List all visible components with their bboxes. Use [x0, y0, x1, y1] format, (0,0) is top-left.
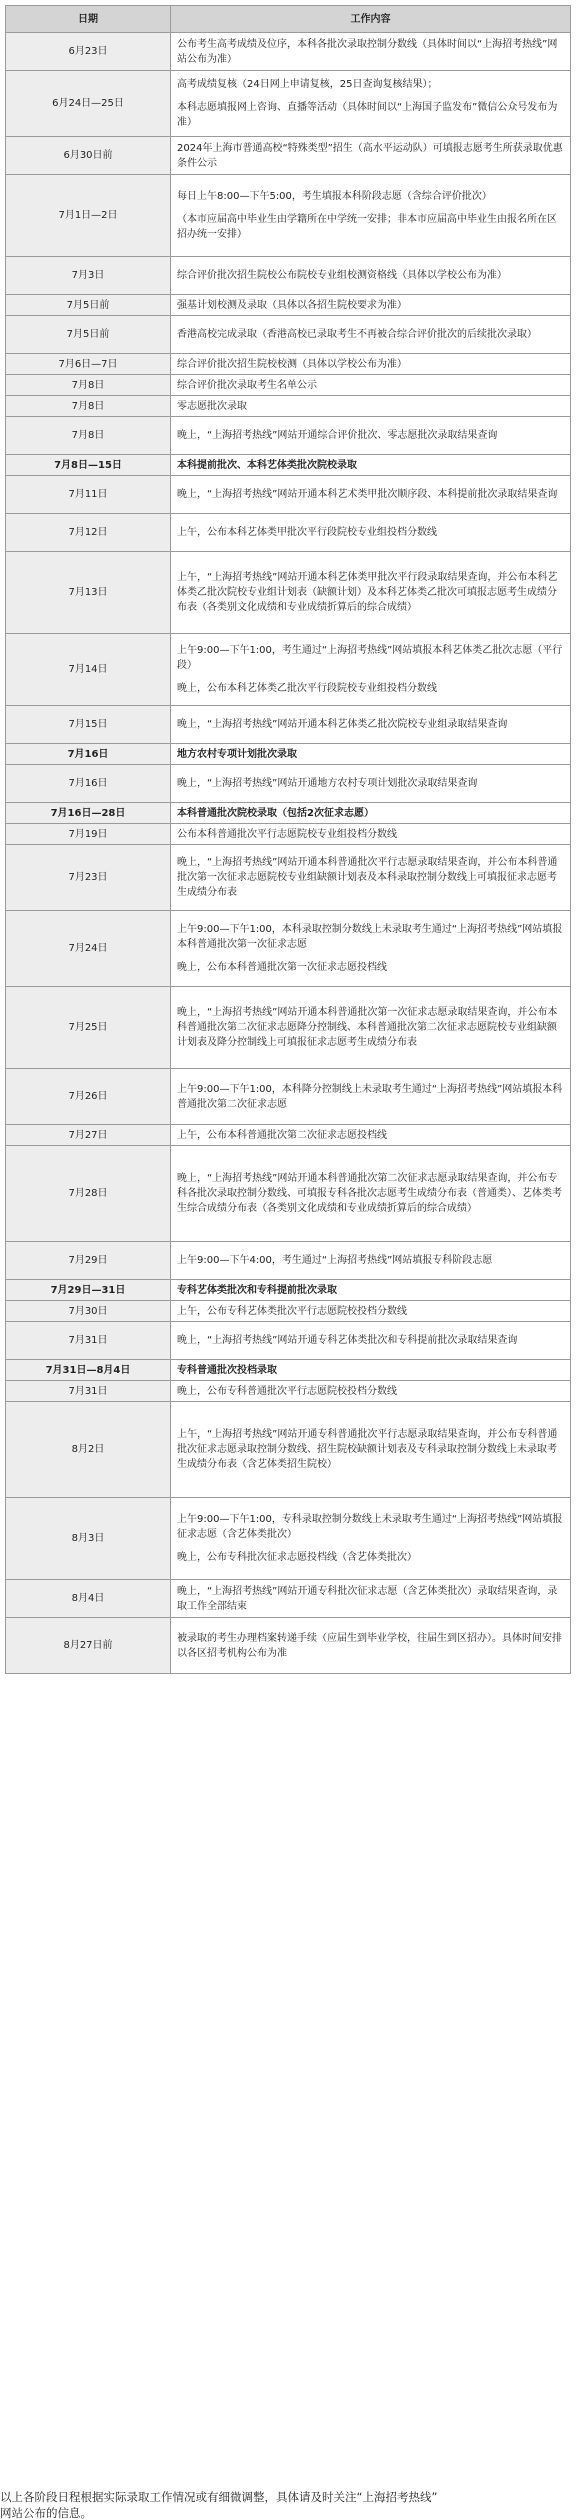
content-paragraph: 综合评价批次招生院校公布院校专业组校测资格线（具体以学校公布为准）	[177, 270, 507, 281]
row-date: 7月11日	[6, 476, 171, 514]
content-paragraph: 香港高校完成录取（香港高校已录取考生不再被合综合评价批次的后续批次录取）	[177, 329, 537, 340]
row-content	[171, 1402, 571, 1498]
row-content	[171, 1280, 571, 1301]
table-row	[6, 911, 571, 987]
table-row	[6, 175, 571, 257]
row-content	[171, 706, 571, 744]
table-row	[6, 1146, 571, 1242]
table-row	[6, 375, 571, 396]
row-date: 7月8日—15日	[6, 455, 171, 476]
row-date: 7月12日	[6, 514, 171, 552]
content-paragraph: 上午，公布专科艺体类批次平行志愿院校投档分数线	[177, 1305, 407, 1317]
table-body	[6, 33, 571, 1674]
row-content	[171, 1322, 571, 1360]
row-content	[171, 1146, 571, 1242]
row-content	[171, 137, 571, 175]
row-date: 8月2日	[6, 1402, 171, 1498]
table-row	[6, 33, 571, 71]
table-row	[6, 295, 571, 316]
row-date: 7月27日	[6, 1125, 171, 1146]
footnote-line-2: 网站公布的信息。	[0, 2506, 92, 2520]
table-row	[6, 765, 571, 803]
row-content	[171, 987, 571, 1069]
content-paragraph: 晚上，公布本科普通批次第一次征求志愿投档线	[177, 962, 387, 973]
content-paragraph: 本科普通批次院校录取（包括2次征求志愿）	[177, 807, 374, 819]
table-row	[6, 514, 571, 552]
row-date: 7月28日	[6, 1146, 171, 1242]
content-paragraph: 综合评价批次招生院校校测（具体以学校公布为准）	[177, 358, 407, 370]
row-content	[171, 295, 571, 316]
content-paragraph: 晚上，“上海招考热线”网站开通本科艺术类甲批次顺序段、本科提前批次录取结果查询	[177, 489, 558, 500]
content-paragraph: 晚上，“上海招考热线”网站开通专科批次征求志愿（含艺体类批次）录取结果查询，录取工作全部结束	[177, 1585, 558, 1612]
row-content	[171, 316, 571, 354]
row-content	[171, 1360, 571, 1381]
content-paragraph: 上午9:00—下午1:00，专科录取控制分数线上未录取考生通过“上海招考热线”网站填报征求志愿（含艺体类批次）	[177, 1514, 563, 1540]
row-date: 7月6日—7日	[6, 354, 171, 375]
row-date: 7月5日前	[6, 295, 171, 316]
content-paragraph: 每日上午8:00—下午5:00，考生填报本科阶段志愿（含综合评价批次）	[177, 191, 492, 202]
content-paragraph: 晚上，“上海招考热线”网站开通综合评价批次、零志愿批次录取结果查询	[177, 430, 498, 441]
content-paragraph: 晚上，公布专科普通批次平行志愿院校投档分数线	[177, 1385, 397, 1397]
row-date: 7月25日	[6, 987, 171, 1069]
table-row	[6, 71, 571, 137]
row-content	[171, 71, 571, 137]
row-content	[171, 257, 571, 295]
table-row	[6, 634, 571, 706]
table-row	[6, 1580, 571, 1618]
table-row	[6, 354, 571, 375]
content-paragraph: 综合评价批次录取考生名单公示	[177, 379, 317, 391]
row-content	[171, 175, 571, 257]
table-row	[6, 1301, 571, 1322]
row-content	[171, 1125, 571, 1146]
content-paragraph: 晚上，“上海招考热线”网站开通专科艺体类批次和专科提前批次录取结果查询	[177, 1335, 518, 1346]
row-content	[171, 634, 571, 706]
content-paragraph: 上午9:00—下午1:00，本科录取控制分数线上未录取考生通过“上海招考热线”网站填报本科普通批次第一次征求志愿	[177, 924, 563, 950]
row-date: 7月15日	[6, 706, 171, 744]
row-content	[171, 1498, 571, 1580]
row-content	[171, 1580, 571, 1618]
row-date: 6月30日前	[6, 137, 171, 175]
table-row	[6, 1242, 571, 1280]
content-paragraph: 2024年上海市普通高校“特殊类型”招生（高水平运动队）可填报志愿考生所获录取优惠条件公示	[177, 142, 563, 169]
row-content	[171, 744, 571, 765]
content-paragraph: 高考成绩复核（24日网上申请复核，25日查询复核结果）；	[177, 79, 438, 90]
admission-schedule-table	[5, 5, 571, 1674]
table-row	[6, 845, 571, 911]
row-date: 7月24日	[6, 911, 171, 987]
row-content	[171, 396, 571, 417]
row-content	[171, 455, 571, 476]
table-row	[6, 824, 571, 845]
row-date: 7月16日	[6, 744, 171, 765]
row-date: 6月24日—25日	[6, 71, 171, 137]
content-paragraph: 专科艺体类批次和专科提前批次录取	[177, 1284, 337, 1296]
row-date: 6月23日	[6, 33, 171, 71]
row-content	[171, 1242, 571, 1280]
table-row	[6, 137, 571, 175]
content-paragraph: 强基计划校测及录取（具体以各招生院校要求为准）	[177, 299, 407, 311]
table-row	[6, 1402, 571, 1498]
row-content	[171, 476, 571, 514]
section-row	[6, 1280, 571, 1301]
row-content	[171, 845, 571, 911]
row-date: 8月27日前	[6, 1618, 171, 1674]
content-paragraph: 晚上，“上海招考热线”网站开通地方农村专项计划批次录取结果查询	[177, 778, 478, 789]
row-date: 7月14日	[6, 634, 171, 706]
row-date: 7月29日—31日	[6, 1280, 171, 1301]
content-paragraph: 上午9:00—下午1:00，考生通过“上海招考热线”网站填报本科艺体类乙批次志愿（平行段）	[177, 645, 563, 671]
row-date: 7月23日	[6, 845, 171, 911]
row-content	[171, 803, 571, 824]
table-header-row	[6, 6, 571, 33]
content-paragraph: 被录取的考生办理档案转递手续（应届生到毕业学校，往届生到区招办）。具体时间安排以各区招考机构公布为准	[177, 1632, 562, 1659]
row-date: 7月30日	[6, 1301, 171, 1322]
content-paragraph: 上午，“上海招考热线”网站开通本科艺体类甲批次平行段录取结果查询，并公布本科艺体类乙批次院校专业组计划表（缺额计划）及本科艺体类乙批次可填报志愿考生成绩分布表（各类别文化成绩和专业成绩折算后的综合成绩）	[177, 572, 558, 613]
header-date: 日期	[6, 6, 171, 33]
content-paragraph: 晚上，“上海招考热线”网站开通本科普通批次第一次征求志愿录取结果查询，并公布本科普通批次第二次征求志愿降分控制线、本科普通批次第二次征求志愿院校专业组缺额计划表及降分控制线上可填报征求志愿考生成绩分布表	[177, 1007, 558, 1048]
section-row	[6, 1360, 571, 1381]
table-row	[6, 706, 571, 744]
row-date: 7月8日	[6, 375, 171, 396]
content-paragraph: 晚上，“上海招考热线”网站开通本科艺体类乙批次院校专业组录取结果查询	[177, 719, 508, 730]
footnote-line-1: 以上各阶段日程根据实际录取工作情况或有细微调整，具体请及时关注“上海招考热线”	[0, 2490, 438, 2504]
table-row	[6, 257, 571, 295]
section-row	[6, 744, 571, 765]
row-date: 7月16日—28日	[6, 803, 171, 824]
row-date: 7月3日	[6, 257, 171, 295]
row-content	[171, 514, 571, 552]
content-paragraph: 上午9:00—下午1:00，本科降分控制线上未录取考生通过“上海招考热线”网站填报本科普通批次第二次征求志愿	[177, 1083, 563, 1110]
content-paragraph: 专科普通批次投档录取	[177, 1364, 277, 1376]
content-paragraph: 上午9:00—下午4:00，考生通过“上海招考热线”网站填报专科阶段志愿	[177, 1255, 493, 1266]
row-date: 7月5日前	[6, 316, 171, 354]
row-content	[171, 354, 571, 375]
content-paragraph: 公布本科普通批次平行志愿院校专业组投档分数线	[177, 828, 397, 840]
content-paragraph: 晚上，公布本科艺体类乙批次平行段院校专业组投档分数线	[177, 683, 437, 694]
row-content	[171, 1618, 571, 1674]
header-content: 工作内容	[171, 6, 571, 33]
row-date: 7月31日	[6, 1381, 171, 1402]
content-paragraph: 晚上，公布专科批次征求志愿投档线（含艺体类批次）	[177, 1552, 417, 1563]
table-row	[6, 396, 571, 417]
table-row	[6, 1498, 571, 1580]
row-content	[171, 417, 571, 455]
table-row	[6, 987, 571, 1069]
content-paragraph: 本科志愿填报网上咨询、直播等活动（具体时间以“上海国子监发布”微信公众号发布为准）	[177, 102, 558, 128]
row-date: 7月16日	[6, 765, 171, 803]
table-row	[6, 1069, 571, 1125]
section-row	[6, 803, 571, 824]
table-row	[6, 417, 571, 455]
row-content	[171, 1381, 571, 1402]
row-content	[171, 1069, 571, 1125]
content-paragraph: 晚上，“上海招考热线”网站开通本科普通批次平行志愿录取结果查询，并公布本科普通批次第一次征求志愿院校专业组缺额计划表及本科录取控制分数线上可填报征求志愿考生成绩分布表	[177, 857, 558, 898]
row-content	[171, 33, 571, 71]
section-row	[6, 455, 571, 476]
row-date: 7月31日—8月4日	[6, 1360, 171, 1381]
content-paragraph: 地方农村专项计划批次录取	[177, 748, 297, 760]
content-paragraph: 本科提前批次、本科艺体类批次院校录取	[177, 459, 357, 471]
table-row	[6, 1381, 571, 1402]
row-date: 7月31日	[6, 1322, 171, 1360]
row-date: 7月29日	[6, 1242, 171, 1280]
table-row	[6, 552, 571, 634]
row-date: 7月8日	[6, 417, 171, 455]
row-date: 8月3日	[6, 1498, 171, 1580]
content-paragraph: 公布考生高考成绩及位序，本科各批次录取控制分数线（具体时间以“上海招考热线”网站公布为准）	[177, 38, 558, 65]
row-content	[171, 911, 571, 987]
row-date: 7月1日—2日	[6, 175, 171, 257]
row-content	[171, 824, 571, 845]
table-row	[6, 1322, 571, 1360]
content-paragraph: 晚上，“上海招考热线”网站开通本科普通批次第二次征求志愿录取结果查询，并公布专科各批次录取控制分数线、可填报专科各批次志愿考生成绩分布表（普通类）、艺体类考生综合成绩分布表（各类别文化成绩和专业成绩折算后的综合成绩）	[177, 1173, 562, 1214]
content-paragraph: 上午，公布本科普通批次第二次征求志愿投档线	[177, 1129, 387, 1141]
row-content	[171, 552, 571, 634]
row-date: 7月19日	[6, 824, 171, 845]
table-row	[6, 476, 571, 514]
row-date: 8月4日	[6, 1580, 171, 1618]
content-paragraph: 上午，公布本科艺体类甲批次平行段院校专业组投档分数线	[177, 527, 437, 538]
content-paragraph: 上午，“上海招考热线”网站开通专科普通批次平行志愿录取结果查询，并公布专科普通批次征求志愿录取控制分数线、招生院校缺额计划表及专科录取控制分数线上未录取考生成绩分布表（含艺体类招生院校）	[177, 1429, 558, 1470]
content-paragraph: （本市应届高中毕业生由学籍所在中学统一安排；非本市应届高中毕业生由报名所在区招办统一安排）	[177, 214, 557, 240]
row-content	[171, 765, 571, 803]
row-date: 7月26日	[6, 1069, 171, 1125]
row-date: 7月13日	[6, 552, 171, 634]
table-row	[6, 1618, 571, 1674]
row-date: 7月8日	[6, 396, 171, 417]
table-row	[6, 316, 571, 354]
table-row	[6, 1125, 571, 1146]
content-paragraph: 零志愿批次录取	[177, 400, 247, 412]
row-content	[171, 375, 571, 396]
row-content	[171, 1301, 571, 1322]
